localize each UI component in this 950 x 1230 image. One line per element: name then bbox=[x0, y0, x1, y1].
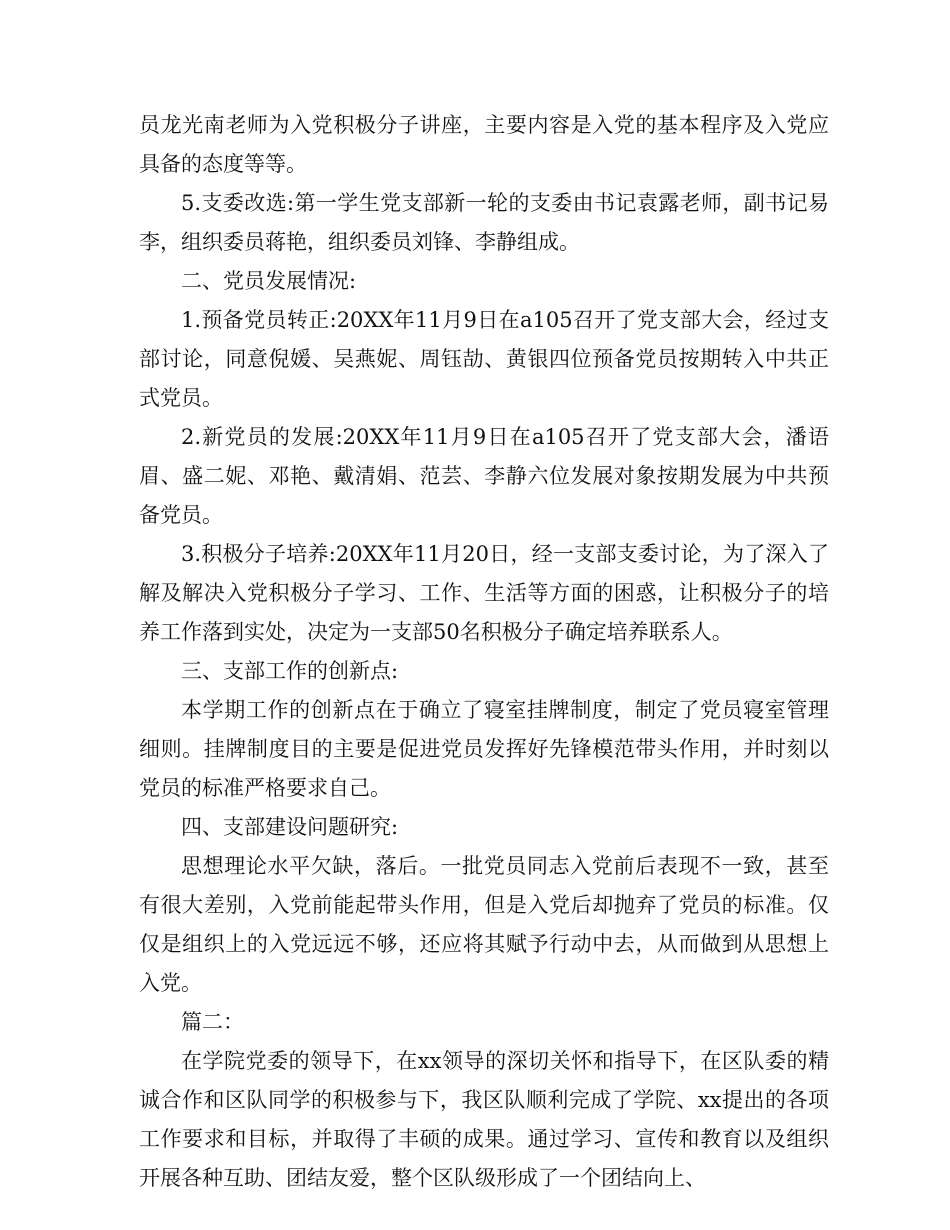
paragraph: 思想理论水平欠缺，落后。一批党员同志入党前后表现不一致，甚至有很大差别，入党前能起带头作用，但是入党后却抛弃了党员的标准。仅仅是组织上的入党远远不够，还应将其赋予行动中去，从而做到从思想上入党。 bbox=[139, 854, 829, 995]
paragraph: 5.支委改选:第一学生党支部新一轮的支委由书记袁露老师，副书记易李，组织委员蒋艳，组织委员刘锋、李静组成。 bbox=[139, 191, 829, 254]
section-heading: 篇二： bbox=[181, 1010, 244, 1034]
paragraph: 员龙光南老师为入党积极分子讲座，主要内容是入党的基本程序及入党应具备的态度等等。 bbox=[139, 113, 829, 176]
section-heading: 四、支部建设问题研究: bbox=[181, 815, 399, 839]
section-heading: 二、党员发展情况: bbox=[181, 269, 357, 293]
paragraph: 3.积极分子培养:20XX年11月20日，经一支部支委讨论，为了深入了解及解决入党积极分子学习、工作、生活等方面的困惑，让积极分子的培养工作落到实处，决定为一支部50名积极分子确定培养联系人。 bbox=[139, 542, 829, 644]
paragraph: 本学期工作的创新点在于确立了寝室挂牌制度，制定了党员寝室管理细则。挂牌制度目的主要是促进党员发挥好先锋模范带头作用，并时刻以党员的标准严格要求自己。 bbox=[139, 698, 829, 800]
section-heading: 三、支部工作的创新点: bbox=[181, 659, 399, 683]
document-body bbox=[139, 106, 829, 1198]
paragraph: 1.预备党员转正:20XX年11月9日在a105召开了党支部大会，经过支部讨论，同意倪媛、吴燕妮、周钰劼、黄银四位预备党员按期转入中共正式党员。 bbox=[139, 308, 829, 410]
paragraph: 2.新党员的发展:20XX年11月9日在a105召开了党支部大会，潘语眉、盛二妮、邓艳、戴清娟、范芸、李静六位发展对象按期发展为中共预备党员。 bbox=[139, 425, 829, 527]
paragraph: 在学院党委的领导下，在xx领导的深切关怀和指导下，在区队委的精诚合作和区队同学的积极参与下，我区队顺利完成了学院、xx提出的各项工作要求和目标，并取得了丰硕的成果。通过学习、宣传和教育以及组织开展各种互助、团结友爱，整个区队级形成了一个团结向上、 bbox=[139, 1049, 829, 1190]
